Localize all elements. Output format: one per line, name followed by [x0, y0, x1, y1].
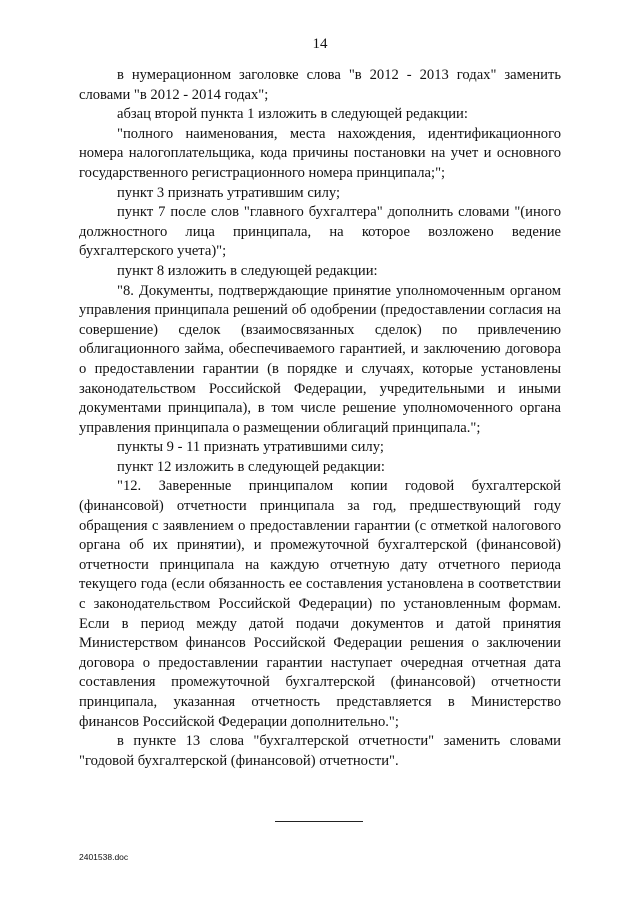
paragraph-8: пункты 9 - 11 признать утратившими силу; [117, 439, 384, 456]
paragraph-6: пункт 8 изложить в следующей редакции: [117, 262, 378, 279]
paragraph-10: "12. Заверенные принципалом копии годовой бухгалтерской (финансовой) отчетности принципала за год, предшествующий году обращения с заявлением о предоставлении гарантии (с отметкой налогового органа об их принятии), и промежуточной бухгалтерской (финансовой) отчетности принципала на каждую отчетную дату отчетного периода текущего года (если обязанность ее составления установлена в соответствии с законодательством Российской Федерации) по установленным формам. Если в период между датой подачи документов и датой принятия Министерством финансов Российской Федерации решения о заключении договора о предоставлении гарантии наступает очередная отчетная дата составления промежуточной бухгалтерской (финансовой) отчетности принципала, указанная отчетность представляется в Министерство финансов Российской Федерации дополнительно."; [79, 478, 561, 730]
paragraph-1: в нумерационном заголовке слова "в 2012 - 2013 годах" заменить словами "в 2012 - 2014 годах"; [79, 67, 561, 103]
document-body [79, 66, 561, 771]
paragraph-3: "полного наименования, места нахождения, идентификационного номера налогоплательщика, кода причины постановки на учет и основного государственного регистрационного номера принципала;"; [79, 125, 561, 181]
page-number: 14 [312, 36, 328, 52]
paragraph-4: пункт 3 признать утратившим силу; [117, 184, 341, 201]
paragraph-5: пункт 7 после слов "главного бухгалтера" дополнить словами "(иного должностного лица принципала, на которое возложено ведение бухгалтерского учета)"; [79, 204, 561, 260]
file-reference: 2401538.doc [79, 852, 129, 862]
paragraph-2: абзац второй пункта 1 изложить в следующей редакции: [117, 106, 468, 123]
paragraph-11: в пункте 13 слова "бухгалтерской отчетности" заменить словами "годовой бухгалтерской (финансовой) отчетности". [79, 733, 561, 769]
end-divider-line [275, 821, 363, 822]
paragraph-9: пункт 12 изложить в следующей редакции: [117, 458, 385, 475]
paragraph-7: "8. Документы, подтверждающие принятие уполномоченным органом управления принципала решений об одобрении (предоставлении согласия на совершение) сделок (взаимосвязанных сделок) по привлечению облигационного займа, обеспечиваемого гарантией, и заключению договора о предоставлении гарантии (в порядке и случаях, которые установлены законодательством Российской Федерации, учредительными и иными документами принципала), в том числе решение уполномоченного органа управления принципала о размещении облигаций принципала."; [79, 282, 561, 436]
